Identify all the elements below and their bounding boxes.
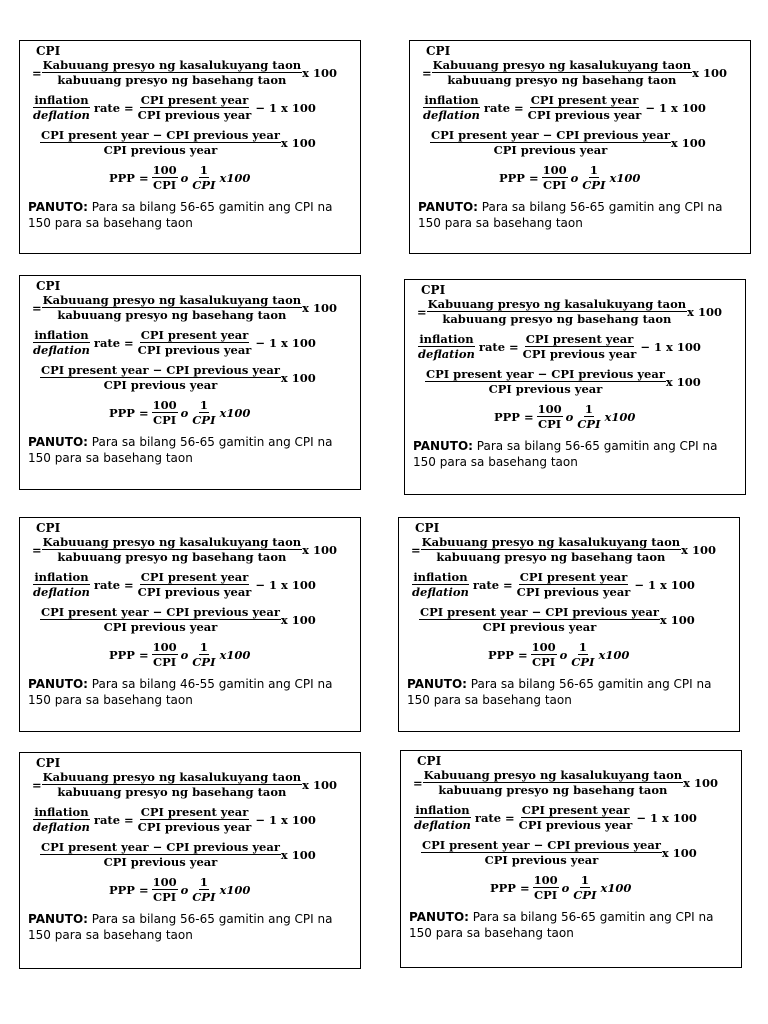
inflation-deflation-fraction xyxy=(32,805,91,834)
ppp-numerator-2: 1 xyxy=(199,640,208,654)
ppp-fraction-1 xyxy=(152,163,178,192)
cpi-denominator: kabuuang presyo ng basehang taon xyxy=(447,73,677,87)
formula-card-7 xyxy=(19,752,361,969)
change-multiplier: x 100 xyxy=(661,845,697,860)
cpi-fraction xyxy=(42,293,302,322)
ppp-numerator-1: 100 xyxy=(152,163,177,177)
rate-numerator: CPI present year xyxy=(140,93,249,107)
rate-equals: rate = xyxy=(93,100,134,115)
ppp-lhs: PPP = xyxy=(490,880,530,895)
change-multiplier: x 100 xyxy=(280,612,316,627)
rate-denominator: CPI previous year xyxy=(518,818,633,832)
rate-tail: − 1 x 100 xyxy=(634,577,695,592)
inflation-rate-formula xyxy=(32,570,352,599)
rate-denominator: CPI previous year xyxy=(137,585,252,599)
cpi-numerator: Kabuuang presyo ng kasalukuyang taon xyxy=(42,535,302,549)
cpi-numerator: Kabuuang presyo ng kasalukuyang taon xyxy=(42,770,302,784)
instruction-body: Para sa bilang 56-65 gamitin ang CPI na 150 para sa basehang taon xyxy=(28,200,333,230)
rate-equals: rate = xyxy=(483,100,524,115)
ppp-numerator-1: 100 xyxy=(537,402,562,416)
inflation-deflation-fraction xyxy=(32,93,91,122)
rate-fraction xyxy=(522,332,638,361)
ppp-formula xyxy=(106,398,352,427)
instruction-label: PANUTO: xyxy=(407,677,467,691)
inflation-label: inflation xyxy=(34,805,89,819)
equals-sign: = xyxy=(411,542,421,557)
cpi-label: CPI xyxy=(415,521,440,535)
deflation-label: deflation xyxy=(33,585,90,599)
ppp-or: o xyxy=(559,647,568,662)
cpi-denominator: kabuuang presyo ng basehang taon xyxy=(438,783,668,797)
cpi-label: CPI xyxy=(36,44,61,58)
deflation-label: deflation xyxy=(412,585,469,599)
change-denominator: CPI previous year xyxy=(103,378,218,392)
ppp-lhs: PPP = xyxy=(109,170,149,185)
rate-equals: rate = xyxy=(93,335,134,350)
change-multiplier: x 100 xyxy=(659,612,695,627)
ppp-or: o xyxy=(561,880,570,895)
change-denominator: CPI previous year xyxy=(488,382,603,396)
change-numerator: CPI present year − CPI previous year xyxy=(41,840,280,854)
instruction-label: PANUTO: xyxy=(28,435,88,449)
ppp-formula xyxy=(491,402,737,431)
ppp-denominator-2: CPI xyxy=(577,417,601,431)
ppp-fraction-1 xyxy=(531,640,557,669)
cpi-fraction xyxy=(42,770,302,799)
inflation-rate-formula xyxy=(413,803,733,832)
instruction-text xyxy=(28,434,358,466)
rate-numerator: CPI present year xyxy=(521,803,630,817)
ppp-fraction-1 xyxy=(533,873,559,902)
inflation-rate-formula xyxy=(32,93,352,122)
rate-fraction xyxy=(137,93,253,122)
change-formula xyxy=(421,838,733,867)
ppp-multiplier: x100 xyxy=(219,647,251,662)
instruction-body: Para sa bilang 56-65 gamitin ang CPI na 150 para sa basehang taon xyxy=(418,200,723,230)
ppp-numerator-1: 100 xyxy=(531,640,556,654)
rate-tail: − 1 x 100 xyxy=(255,335,316,350)
ppp-numerator-2: 1 xyxy=(199,875,208,889)
cpi-denominator: kabuuang presyo ng basehang taon xyxy=(57,308,287,322)
cpi-fraction xyxy=(421,535,681,564)
change-formula xyxy=(40,363,352,392)
rate-equals: rate = xyxy=(474,810,515,825)
cpi-label: CPI xyxy=(421,283,446,297)
ppp-numerator-1: 100 xyxy=(542,163,567,177)
ppp-fraction-2 xyxy=(570,640,595,669)
instruction-text xyxy=(418,199,748,231)
cpi-formula xyxy=(417,297,737,326)
rate-numerator: CPI present year xyxy=(140,328,249,342)
ppp-numerator-1: 100 xyxy=(152,398,177,412)
ppp-or: o xyxy=(180,405,189,420)
ppp-numerator-2: 1 xyxy=(580,873,589,887)
ppp-lhs: PPP = xyxy=(494,409,534,424)
rate-fraction xyxy=(137,570,253,599)
ppp-numerator-2: 1 xyxy=(199,398,208,412)
ppp-denominator-2: CPI xyxy=(192,178,216,192)
ppp-numerator-1: 100 xyxy=(152,640,177,654)
equals-sign: = xyxy=(422,65,432,80)
change-denominator: CPI previous year xyxy=(493,143,608,157)
ppp-multiplier: x100 xyxy=(219,170,251,185)
ppp-lhs: PPP = xyxy=(488,647,528,662)
ppp-denominator-1: CPI xyxy=(153,655,177,669)
cpi-fraction xyxy=(427,297,687,326)
cpi-formula xyxy=(32,293,352,322)
equals-sign: = xyxy=(417,304,427,319)
ppp-lhs: PPP = xyxy=(109,647,149,662)
deflation-label: deflation xyxy=(33,820,90,834)
formula-card-5 xyxy=(19,517,361,732)
inflation-rate-formula xyxy=(411,570,731,599)
ppp-fraction-2 xyxy=(576,402,601,431)
change-fraction xyxy=(425,367,666,396)
instruction-body: Para sa bilang 46-55 gamitin ang CPI na 150 para sa basehang taon xyxy=(28,677,333,707)
change-formula xyxy=(425,367,737,396)
change-numerator: CPI present year − CPI previous year xyxy=(41,363,280,377)
equals-sign: = xyxy=(32,300,42,315)
ppp-numerator-1: 100 xyxy=(533,873,558,887)
formula-card-8 xyxy=(400,750,742,968)
deflation-label: deflation xyxy=(418,347,475,361)
change-numerator: CPI present year − CPI previous year xyxy=(420,605,659,619)
rate-numerator: CPI present year xyxy=(519,570,628,584)
cpi-formula xyxy=(32,535,352,564)
ppp-fraction-2 xyxy=(572,873,597,902)
change-numerator: CPI present year − CPI previous year xyxy=(422,838,661,852)
inflation-deflation-fraction xyxy=(32,570,91,599)
change-numerator: CPI present year − CPI previous year xyxy=(426,367,665,381)
rate-tail: − 1 x 100 xyxy=(255,577,316,592)
change-denominator: CPI previous year xyxy=(103,143,218,157)
inflation-deflation-fraction xyxy=(411,570,470,599)
cpi-multiplier: x 100 xyxy=(681,542,716,557)
change-numerator: CPI present year − CPI previous year xyxy=(431,128,670,142)
ppp-or: o xyxy=(180,882,189,897)
change-fraction xyxy=(421,838,662,867)
equals-sign: = xyxy=(413,775,423,790)
rate-fraction xyxy=(516,570,632,599)
ppp-multiplier: x100 xyxy=(604,409,636,424)
ppp-fraction-2 xyxy=(191,398,216,427)
ppp-fraction-2 xyxy=(581,163,606,192)
inflation-rate-formula xyxy=(32,328,352,357)
inflation-label: inflation xyxy=(413,570,468,584)
rate-denominator: CPI previous year xyxy=(527,108,642,122)
cpi-numerator: Kabuuang presyo ng kasalukuyang taon xyxy=(42,293,302,307)
rate-fraction xyxy=(137,328,253,357)
instruction-text xyxy=(28,676,358,708)
ppp-multiplier: x100 xyxy=(219,405,251,420)
cpi-label: CPI xyxy=(36,756,61,770)
instruction-body: Para sa bilang 56-65 gamitin ang CPI na 150 para sa basehang taon xyxy=(413,439,718,469)
cpi-formula xyxy=(422,58,742,87)
ppp-denominator-1: CPI xyxy=(153,178,177,192)
cpi-fraction xyxy=(432,58,692,87)
change-multiplier: x 100 xyxy=(280,370,316,385)
ppp-multiplier: x100 xyxy=(219,882,251,897)
ppp-denominator-2: CPI xyxy=(192,413,216,427)
ppp-fraction-2 xyxy=(191,640,216,669)
ppp-fraction-1 xyxy=(152,640,178,669)
instruction-label: PANUTO: xyxy=(409,910,469,924)
inflation-deflation-fraction xyxy=(417,332,476,361)
rate-fraction xyxy=(527,93,643,122)
cpi-multiplier: x 100 xyxy=(302,542,337,557)
ppp-numerator-2: 1 xyxy=(578,640,587,654)
cpi-multiplier: x 100 xyxy=(692,65,727,80)
inflation-label: inflation xyxy=(34,93,89,107)
rate-tail: − 1 x 100 xyxy=(255,100,316,115)
ppp-lhs: PPP = xyxy=(109,882,149,897)
ppp-fraction-1 xyxy=(152,875,178,904)
instruction-body: Para sa bilang 56-65 gamitin ang CPI na 150 para sa basehang taon xyxy=(407,677,712,707)
rate-equals: rate = xyxy=(478,339,519,354)
rate-tail: − 1 x 100 xyxy=(645,100,706,115)
deflation-label: deflation xyxy=(414,818,471,832)
inflation-label: inflation xyxy=(34,328,89,342)
instruction-label: PANUTO: xyxy=(413,439,473,453)
deflation-label: deflation xyxy=(33,343,90,357)
instruction-label: PANUTO: xyxy=(28,200,88,214)
instruction-label: PANUTO: xyxy=(28,912,88,926)
cpi-numerator: Kabuuang presyo ng kasalukuyang taon xyxy=(423,768,683,782)
ppp-fraction-2 xyxy=(191,875,216,904)
inflation-deflation-fraction xyxy=(413,803,472,832)
change-numerator: CPI present year − CPI previous year xyxy=(41,128,280,142)
instruction-body: Para sa bilang 56-65 gamitin ang CPI na 150 para sa basehang taon xyxy=(28,912,333,942)
ppp-multiplier: x100 xyxy=(609,170,641,185)
ppp-multiplier: x100 xyxy=(598,647,630,662)
instruction-body: Para sa bilang 56-65 gamitin ang CPI na 150 para sa basehang taon xyxy=(28,435,333,465)
change-denominator: CPI previous year xyxy=(103,855,218,869)
rate-tail: − 1 x 100 xyxy=(255,812,316,827)
ppp-or: o xyxy=(565,409,574,424)
change-numerator: CPI present year − CPI previous year xyxy=(41,605,280,619)
ppp-formula xyxy=(106,163,352,192)
ppp-lhs: PPP = xyxy=(109,405,149,420)
formula-card-4 xyxy=(404,279,746,495)
cpi-fraction xyxy=(42,58,302,87)
cpi-fraction xyxy=(423,768,683,797)
cpi-formula xyxy=(411,535,731,564)
ppp-multiplier: x100 xyxy=(600,880,632,895)
equals-sign: = xyxy=(32,65,42,80)
ppp-or: o xyxy=(570,170,579,185)
instruction-text xyxy=(409,909,739,941)
rate-denominator: CPI previous year xyxy=(137,343,252,357)
cpi-label: CPI xyxy=(36,521,61,535)
cpi-formula xyxy=(32,770,352,799)
inflation-deflation-fraction xyxy=(422,93,481,122)
rate-equals: rate = xyxy=(93,577,134,592)
change-formula xyxy=(40,840,352,869)
ppp-formula xyxy=(496,163,742,192)
ppp-numerator-1: 100 xyxy=(152,875,177,889)
formula-card-6 xyxy=(398,517,740,732)
cpi-numerator: Kabuuang presyo ng kasalukuyang taon xyxy=(421,535,681,549)
rate-denominator: CPI previous year xyxy=(516,585,631,599)
cpi-label: CPI xyxy=(417,754,442,768)
ppp-fraction-1 xyxy=(537,402,563,431)
ppp-or: o xyxy=(180,647,189,662)
ppp-lhs: PPP = xyxy=(499,170,539,185)
instruction-text xyxy=(28,199,358,231)
change-fraction xyxy=(419,605,660,634)
cpi-multiplier: x 100 xyxy=(302,300,337,315)
ppp-formula xyxy=(485,640,731,669)
cpi-label: CPI xyxy=(36,279,61,293)
inflation-deflation-fraction xyxy=(32,328,91,357)
change-fraction xyxy=(40,840,281,869)
ppp-fraction-1 xyxy=(152,398,178,427)
ppp-fraction-1 xyxy=(542,163,568,192)
ppp-denominator-2: CPI xyxy=(573,888,597,902)
ppp-denominator-1: CPI xyxy=(534,888,558,902)
rate-tail: − 1 x 100 xyxy=(640,339,701,354)
change-formula xyxy=(40,128,352,157)
change-fraction xyxy=(40,605,281,634)
instruction-text xyxy=(413,438,743,470)
rate-fraction xyxy=(518,803,634,832)
ppp-numerator-2: 1 xyxy=(199,163,208,177)
cpi-formula xyxy=(32,58,352,87)
cpi-numerator: Kabuuang presyo ng kasalukuyang taon xyxy=(427,297,687,311)
cpi-multiplier: x 100 xyxy=(302,65,337,80)
ppp-numerator-2: 1 xyxy=(589,163,598,177)
ppp-numerator-2: 1 xyxy=(584,402,593,416)
rate-tail: − 1 x 100 xyxy=(636,810,697,825)
change-multiplier: x 100 xyxy=(665,374,701,389)
ppp-denominator-1: CPI xyxy=(153,890,177,904)
rate-equals: rate = xyxy=(472,577,513,592)
rate-equals: rate = xyxy=(93,812,134,827)
equals-sign: = xyxy=(32,777,42,792)
equals-sign: = xyxy=(32,542,42,557)
deflation-label: deflation xyxy=(33,108,90,122)
cpi-multiplier: x 100 xyxy=(302,777,337,792)
change-fraction xyxy=(40,128,281,157)
cpi-denominator: kabuuang presyo ng basehang taon xyxy=(436,550,666,564)
inflation-label: inflation xyxy=(34,570,89,584)
inflation-rate-formula xyxy=(422,93,742,122)
instruction-text xyxy=(407,676,737,708)
inflation-label: inflation xyxy=(424,93,479,107)
change-formula xyxy=(419,605,731,634)
cpi-numerator: Kabuuang presyo ng kasalukuyang taon xyxy=(432,58,692,72)
ppp-denominator-2: CPI xyxy=(571,655,595,669)
rate-denominator: CPI previous year xyxy=(522,347,637,361)
instruction-label: PANUTO: xyxy=(28,677,88,691)
inflation-rate-formula xyxy=(417,332,737,361)
ppp-denominator-1: CPI xyxy=(543,178,567,192)
ppp-denominator-1: CPI xyxy=(532,655,556,669)
change-multiplier: x 100 xyxy=(670,135,706,150)
ppp-fraction-2 xyxy=(191,163,216,192)
change-denominator: CPI previous year xyxy=(484,853,599,867)
cpi-label: CPI xyxy=(426,44,451,58)
cpi-denominator: kabuuang presyo ng basehang taon xyxy=(57,550,287,564)
inflation-label: inflation xyxy=(415,803,470,817)
ppp-denominator-2: CPI xyxy=(192,655,216,669)
cpi-denominator: kabuuang presyo ng basehang taon xyxy=(442,312,672,326)
cpi-denominator: kabuuang presyo ng basehang taon xyxy=(57,785,287,799)
change-denominator: CPI previous year xyxy=(482,620,597,634)
cpi-fraction xyxy=(42,535,302,564)
change-fraction xyxy=(40,363,281,392)
ppp-denominator-1: CPI xyxy=(538,417,562,431)
ppp-denominator-2: CPI xyxy=(192,890,216,904)
cpi-multiplier: x 100 xyxy=(687,304,722,319)
rate-numerator: CPI present year xyxy=(140,805,249,819)
change-fraction xyxy=(430,128,671,157)
cpi-multiplier: x 100 xyxy=(683,775,718,790)
formula-card-1 xyxy=(19,40,361,254)
change-denominator: CPI previous year xyxy=(103,620,218,634)
instruction-body: Para sa bilang 56-65 gamitin ang CPI na 150 para sa basehang taon xyxy=(409,910,714,940)
inflation-rate-formula xyxy=(32,805,352,834)
rate-numerator: CPI present year xyxy=(525,332,634,346)
formula-card-2 xyxy=(409,40,751,254)
ppp-formula xyxy=(106,640,352,669)
deflation-label: deflation xyxy=(423,108,480,122)
rate-numerator: CPI present year xyxy=(530,93,639,107)
instruction-text xyxy=(28,911,358,943)
cpi-numerator: Kabuuang presyo ng kasalukuyang taon xyxy=(42,58,302,72)
ppp-formula xyxy=(487,873,733,902)
cpi-formula xyxy=(413,768,733,797)
cpi-denominator: kabuuang presyo ng basehang taon xyxy=(57,73,287,87)
rate-denominator: CPI previous year xyxy=(137,108,252,122)
ppp-denominator-1: CPI xyxy=(153,413,177,427)
ppp-denominator-2: CPI xyxy=(582,178,606,192)
instruction-label: PANUTO: xyxy=(418,200,478,214)
rate-numerator: CPI present year xyxy=(140,570,249,584)
ppp-or: o xyxy=(180,170,189,185)
change-formula xyxy=(40,605,352,634)
rate-denominator: CPI previous year xyxy=(137,820,252,834)
inflation-label: inflation xyxy=(419,332,474,346)
change-multiplier: x 100 xyxy=(280,847,316,862)
formula-card-3 xyxy=(19,275,361,490)
ppp-formula xyxy=(106,875,352,904)
rate-fraction xyxy=(137,805,253,834)
change-formula xyxy=(430,128,742,157)
change-multiplier: x 100 xyxy=(280,135,316,150)
